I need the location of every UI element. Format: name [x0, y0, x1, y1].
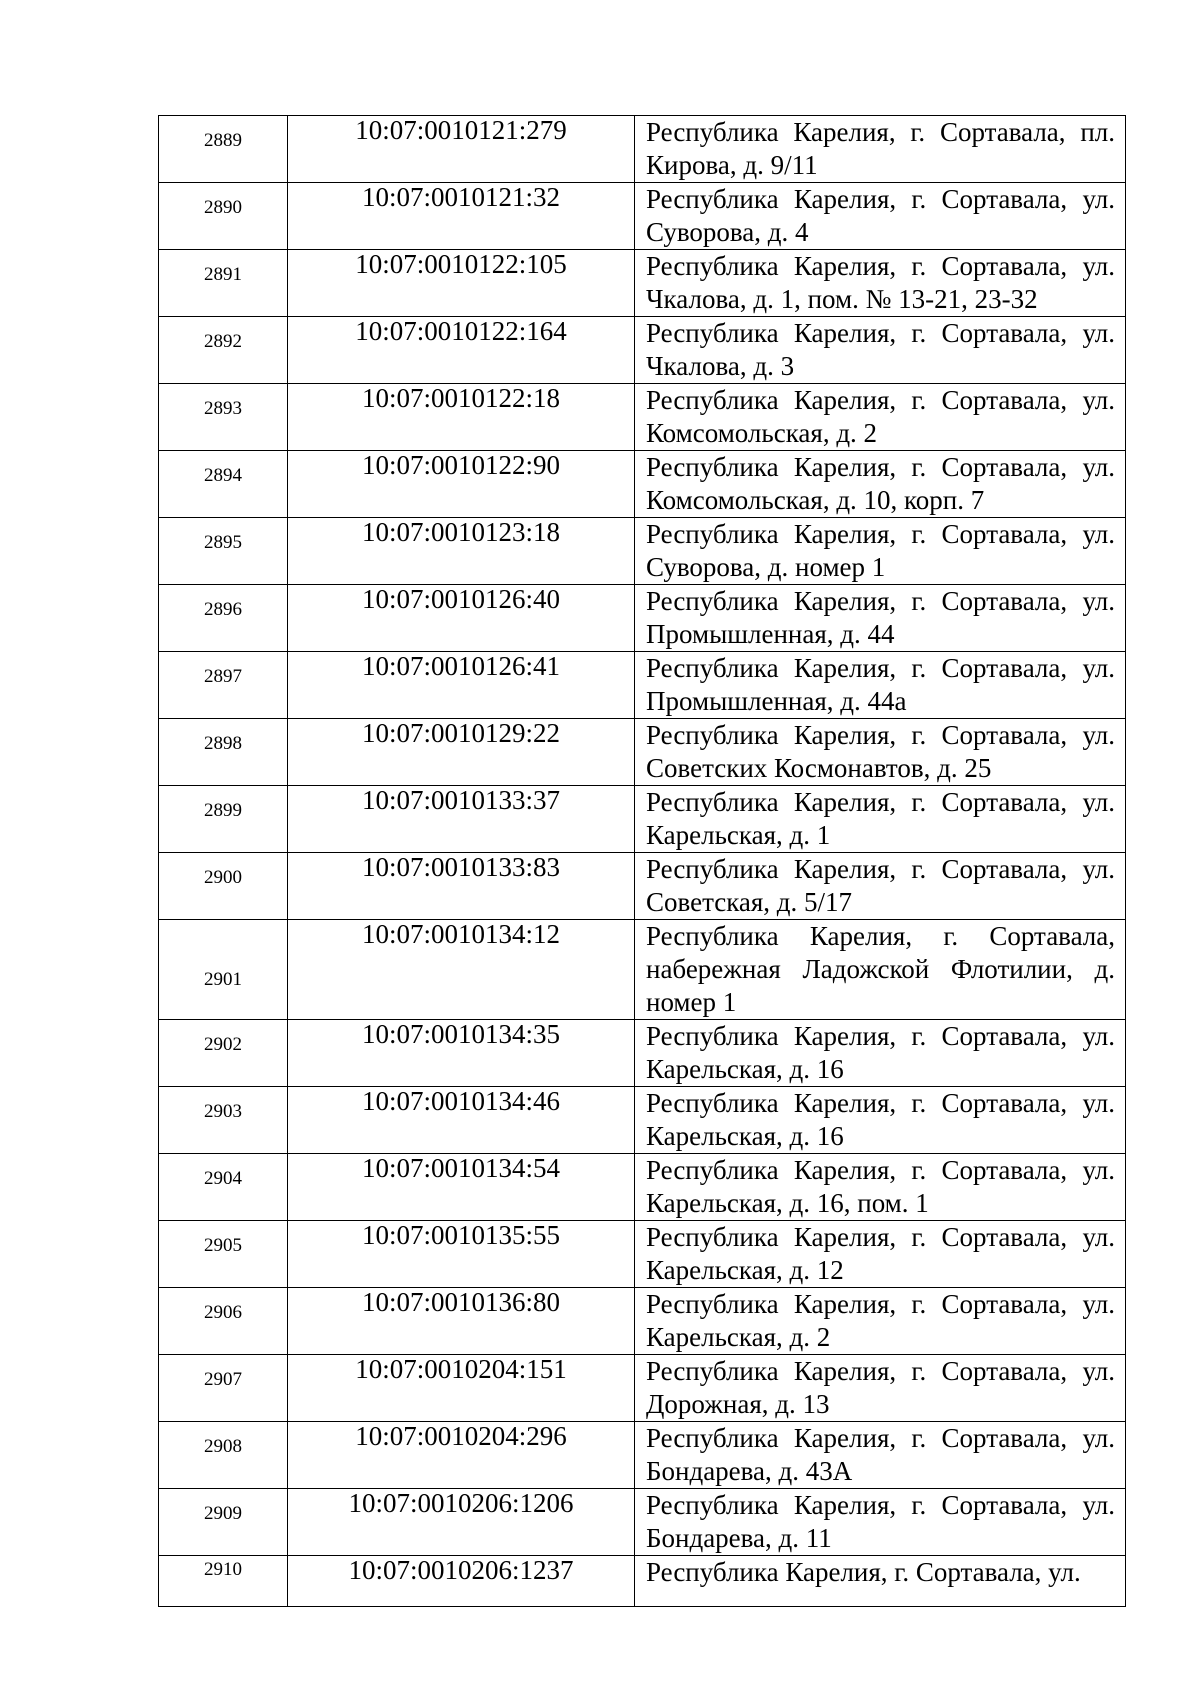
row-number: 2896	[159, 585, 288, 652]
property-registry-table	[158, 115, 1126, 1607]
table-row	[159, 1288, 1126, 1355]
address-text: Республика Карелия, г. Сортавала, ул. Комсомольская, д. 10, корп. 7	[646, 452, 1115, 515]
cadastral-number: 10:07:0010122:18	[288, 384, 635, 451]
row-number: 2900	[159, 853, 288, 920]
address-cell	[635, 317, 1126, 384]
address-cell	[635, 719, 1126, 786]
row-number: 2902	[159, 1020, 288, 1087]
table-row	[159, 719, 1126, 786]
row-number: 2904	[159, 1154, 288, 1221]
table-row	[159, 1355, 1126, 1422]
address-text: Республика Карелия, г. Сортавала, ул. Чкалова, д. 1, пом. № 13-21, 23-32	[646, 251, 1115, 314]
row-number: 2891	[159, 250, 288, 317]
address-cell	[635, 1556, 1126, 1607]
address-text: Республика Карелия, г. Сортавала, ул. Советских Космонавтов, д. 25	[646, 720, 1115, 783]
table-row	[159, 1020, 1126, 1087]
registry-table-body	[159, 116, 1126, 1607]
table-row	[159, 920, 1126, 1020]
row-number: 2903	[159, 1087, 288, 1154]
address-text: Республика Карелия, г. Сортавала, ул.	[646, 1557, 1081, 1587]
address-text: Республика Карелия, г. Сортавала, ул. Комсомольская, д. 2	[646, 385, 1115, 448]
table-row	[159, 1489, 1126, 1556]
address-text: Республика Карелия, г. Сортавала, ул. Советская, д. 5/17	[646, 854, 1115, 917]
table-row	[159, 786, 1126, 853]
address-text: Республика Карелия, г. Сортавала, ул. Суворова, д. номер 1	[646, 519, 1115, 582]
address-text: Республика Карелия, г. Сортавала, ул. Карельская, д. 2	[646, 1289, 1115, 1352]
table-row	[159, 652, 1126, 719]
address-cell	[635, 384, 1126, 451]
row-number: 2906	[159, 1288, 288, 1355]
row-number: 2898	[159, 719, 288, 786]
table-row	[159, 116, 1126, 183]
address-cell	[635, 1355, 1126, 1422]
address-cell	[635, 585, 1126, 652]
row-number: 2893	[159, 384, 288, 451]
address-cell	[635, 1154, 1126, 1221]
cadastral-number: 10:07:0010122:105	[288, 250, 635, 317]
row-number: 2895	[159, 518, 288, 585]
table-row	[159, 317, 1126, 384]
row-number: 2890	[159, 183, 288, 250]
address-text: Республика Карелия, г. Сортавала, ул. Дорожная, д. 13	[646, 1356, 1115, 1419]
address-cell	[635, 652, 1126, 719]
cadastral-number: 10:07:0010133:83	[288, 853, 635, 920]
address-text: Республика Карелия, г. Сортавала, ул. Карельская, д. 16, пом. 1	[646, 1155, 1115, 1218]
table-row	[159, 853, 1126, 920]
cadastral-number: 10:07:0010134:12	[288, 920, 635, 1020]
address-cell	[635, 116, 1126, 183]
address-text: Республика Карелия, г. Сортавала, ул. Бондарева, д. 43А	[646, 1423, 1115, 1486]
cadastral-number: 10:07:0010204:296	[288, 1422, 635, 1489]
table-row	[159, 384, 1126, 451]
cadastral-number: 10:07:0010204:151	[288, 1355, 635, 1422]
table-row	[159, 451, 1126, 518]
address-cell	[635, 183, 1126, 250]
cadastral-number: 10:07:0010126:41	[288, 652, 635, 719]
address-cell	[635, 786, 1126, 853]
address-text: Республика Карелия, г. Сортавала, набережная Ладожской Флотилии, д. номер 1	[646, 921, 1115, 1017]
row-number: 2909	[159, 1489, 288, 1556]
address-cell	[635, 1087, 1126, 1154]
row-number: 2901	[159, 920, 288, 1020]
cadastral-number: 10:07:0010123:18	[288, 518, 635, 585]
address-cell	[635, 920, 1126, 1020]
address-cell	[635, 451, 1126, 518]
address-text: Республика Карелия, г. Сортавала, ул. Бондарева, д. 11	[646, 1490, 1115, 1553]
address-text: Республика Карелия, г. Сортавала, ул. Карельская, д. 16	[646, 1021, 1115, 1084]
cadastral-number: 10:07:0010129:22	[288, 719, 635, 786]
table-row	[159, 1154, 1126, 1221]
cadastral-number: 10:07:0010121:32	[288, 183, 635, 250]
cadastral-number: 10:07:0010136:80	[288, 1288, 635, 1355]
row-number: 2892	[159, 317, 288, 384]
address-text: Республика Карелия, г. Сортавала, ул. Карельская, д. 16	[646, 1088, 1115, 1151]
row-number: 2907	[159, 1355, 288, 1422]
address-text: Республика Карелия, г. Сортавала, ул. Карельская, д. 1	[646, 787, 1115, 850]
address-cell	[635, 1020, 1126, 1087]
row-number: 2894	[159, 451, 288, 518]
cadastral-number: 10:07:0010121:279	[288, 116, 635, 183]
address-text: Республика Карелия, г. Сортавала, ул. Суворова, д. 4	[646, 184, 1115, 247]
cadastral-number: 10:07:0010206:1237	[288, 1556, 635, 1607]
table-row	[159, 1556, 1126, 1607]
address-text: Республика Карелия, г. Сортавала, ул. Промышленная, д. 44	[646, 586, 1115, 649]
address-cell	[635, 1489, 1126, 1556]
table-row	[159, 518, 1126, 585]
table-row	[159, 1221, 1126, 1288]
address-cell	[635, 518, 1126, 585]
address-text: Республика Карелия, г. Сортавала, ул. Промышленная, д. 44а	[646, 653, 1115, 716]
address-text: Республика Карелия, г. Сортавала, ул. Карельская, д. 12	[646, 1222, 1115, 1285]
cadastral-number: 10:07:0010134:54	[288, 1154, 635, 1221]
row-number: 2905	[159, 1221, 288, 1288]
table-row	[159, 1087, 1126, 1154]
cadastral-number: 10:07:0010122:164	[288, 317, 635, 384]
address-cell	[635, 1422, 1126, 1489]
address-cell	[635, 1221, 1126, 1288]
row-number: 2910	[159, 1556, 288, 1607]
table-row	[159, 1422, 1126, 1489]
cadastral-number: 10:07:0010134:35	[288, 1020, 635, 1087]
table-row	[159, 183, 1126, 250]
row-number: 2897	[159, 652, 288, 719]
address-text: Республика Карелия, г. Сортавала, пл. Кирова, д. 9/11	[646, 117, 1115, 180]
row-number: 2899	[159, 786, 288, 853]
address-text: Республика Карелия, г. Сортавала, ул. Чкалова, д. 3	[646, 318, 1115, 381]
address-cell	[635, 250, 1126, 317]
cadastral-number: 10:07:0010135:55	[288, 1221, 635, 1288]
cadastral-number: 10:07:0010133:37	[288, 786, 635, 853]
table-row	[159, 250, 1126, 317]
address-cell	[635, 853, 1126, 920]
table-row	[159, 585, 1126, 652]
row-number: 2908	[159, 1422, 288, 1489]
cadastral-number: 10:07:0010126:40	[288, 585, 635, 652]
row-number: 2889	[159, 116, 288, 183]
cadastral-number: 10:07:0010134:46	[288, 1087, 635, 1154]
cadastral-number: 10:07:0010206:1206	[288, 1489, 635, 1556]
cadastral-number: 10:07:0010122:90	[288, 451, 635, 518]
address-cell	[635, 1288, 1126, 1355]
